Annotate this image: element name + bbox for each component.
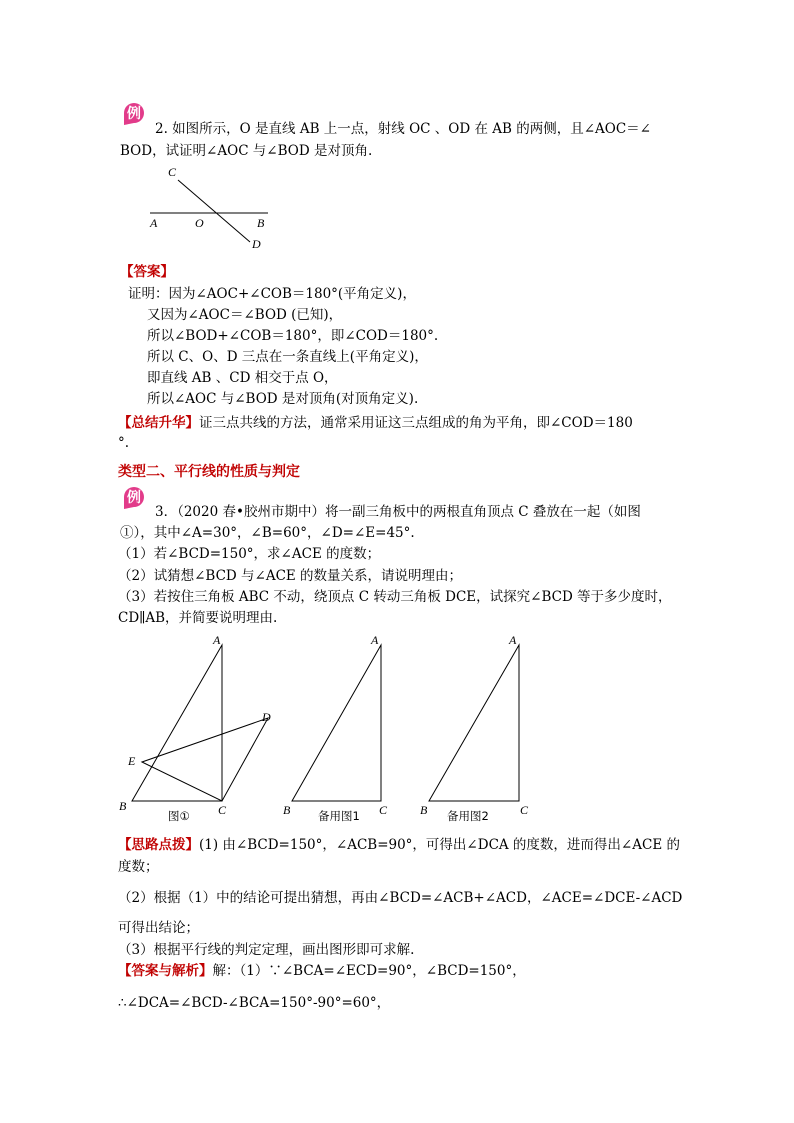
example2-text-line1: 2. 如图所示，O 是直线 AB 上一点，射线 OC 、OD 在 AB 的两侧，且∠AOC＝∠ [155, 121, 651, 137]
solution-text-1: 解：（1）∵∠BCA=∠ECD=90°，∠BCD=150°， [212, 963, 526, 979]
hint-line-3: （2）根据（1）中的结论可提出猜想，再由∠BCD=∠ACB+∠ACD，∠ACE=∠DCE-∠ACD [118, 890, 683, 906]
answer-line-5: 即直线 AB 、CD 相交于点 O， [147, 370, 338, 386]
summary-tail: °. [118, 435, 130, 451]
figure-3 [420, 633, 529, 823]
example-badge-icon [120, 99, 148, 127]
triangle-abc-copy2 [429, 645, 519, 801]
triangle-abc-copy1 [292, 645, 381, 801]
answer-line-4: 所以 C、O、D 三点在一条直线上(平角定义)， [147, 349, 428, 365]
hint-text-1: (1) 由∠BCD=150°，∠ACB=90°，可得出∠DCA 的度数，进而得出∠ACE 的 [199, 837, 680, 853]
fig2-label-a: A [371, 633, 379, 647]
fig1-label-a: A [213, 633, 221, 647]
answer-line-6: 所以∠AOC 与∠BOD 是对顶角(对顶角定义). [147, 391, 419, 407]
label-a: A [150, 216, 158, 230]
fig3-caption: 备用图2 [447, 809, 489, 823]
fig2-label-b: B [283, 803, 291, 817]
answer-line-2: 又因为∠AOC＝∠BOD (已知)， [147, 307, 343, 323]
triangle-dce [142, 718, 268, 801]
summary-text: 证三点共线的方法，通常采用证这三点组成的角为平角，即∠COD＝180 [199, 415, 633, 431]
example-badge-text: 例 [127, 107, 141, 122]
example3-text-line2: ①），其中∠A=30°，∠B=60°，∠D=∠E=45°. [120, 525, 415, 541]
hint-line-5: （3）根据平行线的判定定理，画出图形即可求解. [118, 942, 415, 958]
answer-block-header [120, 262, 174, 282]
triangle-abc [132, 645, 222, 801]
fig2-caption: 备用图1 [318, 809, 360, 823]
figure-1 [119, 633, 271, 823]
fig3-label-a: A [509, 633, 517, 647]
example3-question-3b: CD∥AB，并简要说明理由. [118, 610, 278, 626]
label-b: B [257, 216, 265, 230]
line-cd [178, 180, 250, 242]
example2-text-line2: BOD，试证明∠AOC 与∠BOD 是对顶角. [120, 143, 373, 159]
example3-text-line1: 3．（2020 春•胶州市期中）将一副三角板中的两根直角顶点 C 叠放在一起（如图 [155, 504, 641, 520]
summary-line [118, 413, 633, 433]
fig1-label-e: E [128, 754, 136, 768]
answer-line-3: 所以∠BOD+∠COB＝180°，即∠COD＝180°. [147, 328, 439, 344]
example3-question-1: （1）若∠BCD=150°，求∠ACE 的度数； [118, 546, 381, 562]
label-o: O [195, 216, 204, 230]
solution-tag: 【答案与解析】 [118, 963, 213, 979]
label-d: D [252, 237, 261, 251]
label-c: C [168, 165, 177, 179]
figure-2 [283, 633, 388, 823]
summary-tag: 【总结升华】 [118, 415, 199, 431]
fig2-label-c: C [379, 803, 388, 817]
solution-line-1 [118, 961, 526, 981]
section-title: 类型二、平行线的性质与判定 [118, 464, 300, 480]
example-badge-text: 例 [127, 491, 141, 506]
example-badge-icon [120, 483, 148, 511]
solution-line-2: ∴∠DCA=∠BCD-∠BCA=150°-90°=60°， [118, 995, 391, 1011]
fig1-label-c: C [218, 803, 227, 817]
hint-line-4: 可得出结论； [118, 920, 199, 936]
fig3-label-b: B [420, 803, 428, 817]
hint-line-2: 度数； [118, 859, 159, 875]
hint-tag: 【思路点拨】 [118, 837, 199, 853]
answer-line-1: 证明：因为∠AOC+∠COB＝180°(平角定义)， [128, 286, 416, 302]
example3-question-3a: （3）若按住三角板 ABC 不动，绕顶点 C 转动三角板 DCE，试探究∠BCD 等于多少度时， [118, 589, 672, 605]
fig1-label-d: D [262, 710, 271, 724]
answer-tag: 【答案】 [120, 264, 174, 280]
example3-question-2: （2）试猜想∠BCD 与∠ACE 的数量关系，请说明理由； [118, 568, 463, 584]
fig1-caption: 图① [168, 809, 190, 823]
figure-intersecting-lines [140, 160, 290, 255]
figure-triangles [110, 628, 550, 828]
fig1-label-b: B [119, 799, 127, 813]
hint-line-1 [118, 835, 680, 855]
fig3-label-c: C [520, 803, 529, 817]
